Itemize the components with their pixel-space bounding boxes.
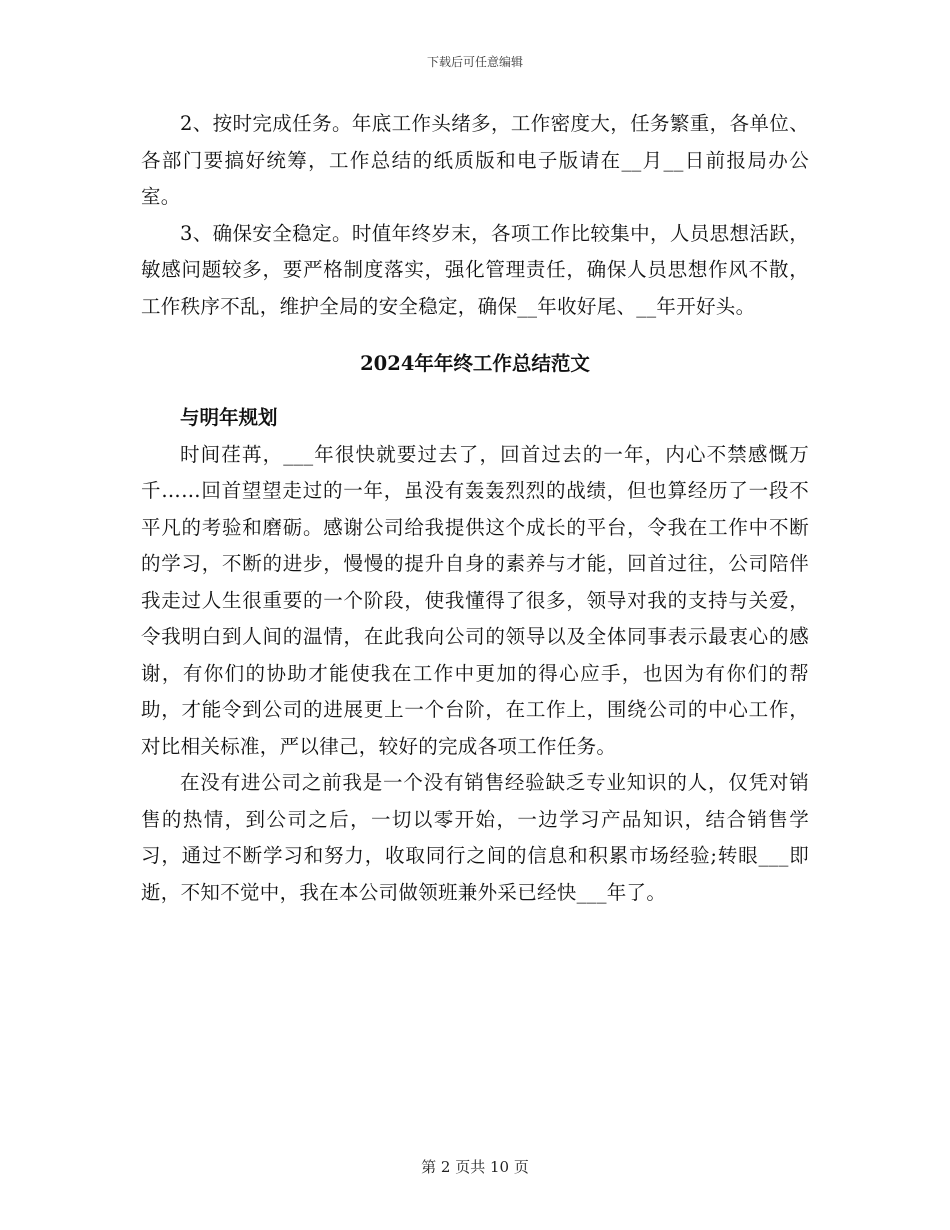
page-number-footer: 第 2 页共 10 页: [421, 1158, 529, 1176]
document-title: 2024年年终工作总结范文: [360, 352, 590, 375]
paragraph-sales-experience: 在没有进公司之前我是一个没有销售经验缺乏专业知识的人，仅凭对销售的热情，到公司之后，一切以零开始，一边学习产品知识，结合销售学习，通过不断学习和努力，收取同行之间的信息和积累市场经验;转眼___即逝，不知不觉中，我在本公司做领班兼外采已经快___年了。: [141, 771, 809, 904]
paragraph-safety-stability: 3、确保安全稳定。时值年终岁末，各项工作比较集中，人员思想活跃，敏感问题较多，要严格制度落实，强化管理责任，确保人员思想作风不散，工作秩序不乱，维护全局的安全稳定，确保__年收好尾、__年开好头。: [141, 221, 809, 318]
document-body: [141, 106, 809, 911]
paragraph-task-deadline: 2、按时完成任务。年底工作头绪多，工作密度大，任务繁重，各单位、各部门要搞好统筹，工作总结的纸质版和电子版请在__月__日前报局办公室。: [141, 112, 809, 208]
section-subheading: 与明年规划: [180, 406, 278, 429]
page-header-note: 下载后可任意编辑: [426, 55, 523, 69]
paragraph-year-review: 时间荏苒，___年很快就要过去了，回首过去的一年，内心不禁感慨万千……回首望望走过的一年，虽没有轰轰烈烈的战绩，但也算经历了一段不平凡的考验和磨砺。感谢公司给我提供这个成长的平台，令我在工作中不断的学习，不断的进步，慢慢的提升自身的素养与才能，回首过往，公司陪伴我走过人生很重要的一个阶段，使我懂得了很多，领导对我的支持与关爱，令我明白到人间的温情，在此我向公司的领导以及全体同事表示最衷心的感谢，有你们的协助才能使我在工作中更加的得心应手，也因为有你们的帮助，才能令到公司的进展更上一个台阶，在工作上，围绕公司的中心工作，对比相关标准，严以律己，较好的完成各项工作任务。: [141, 442, 809, 758]
